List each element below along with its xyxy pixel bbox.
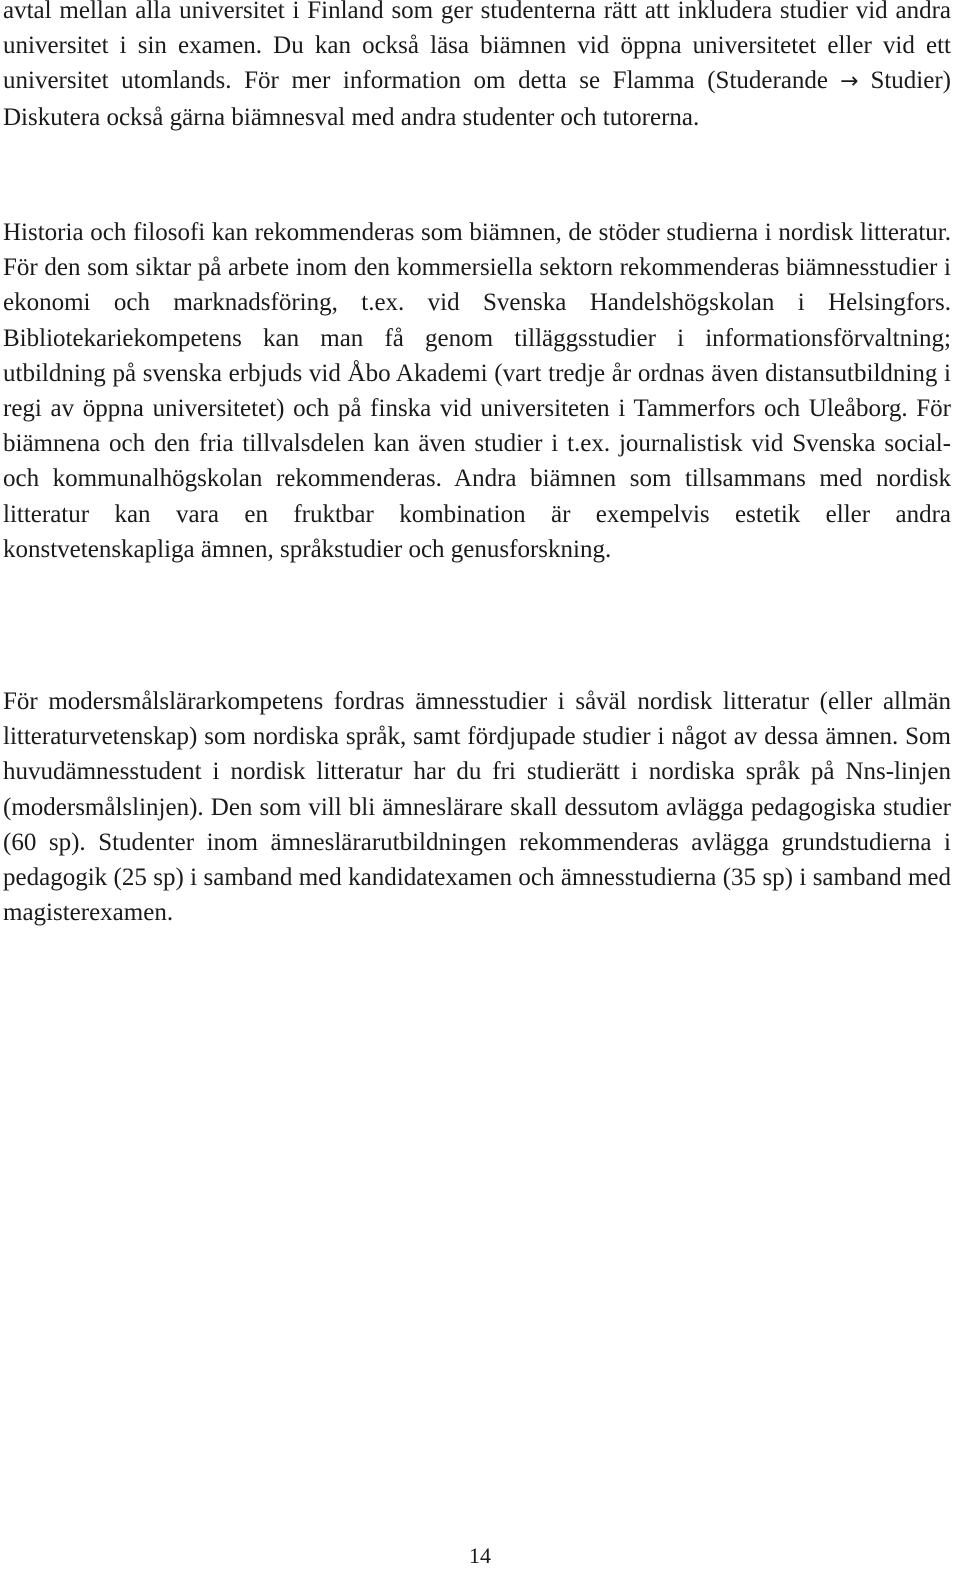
paragraph-1-text-before-arrow: avtal mellan alla universitet i Finland som ger studenterna rätt att inkludera studier vid andra universitet i sin examen. Du kan också läsa biämnen vid öppna universitetet eller vid ett universitet utomlands. För mer information om detta se Flamma (Studerande bbox=[3, 0, 951, 95]
page-number: 14 bbox=[469, 1543, 491, 1568]
right-arrow-icon: → bbox=[840, 69, 859, 95]
paragraph-2: Historia och filosofi kan rekommenderas som biämnen, de stöder studierna i nordisk litteratur. För den som siktar på arbete inom den kommersiella sektorn rekommenderas biämnesstudier i ekonomi och marknadsföring, t.ex. vid Svenska Handelshögskolan i Helsingfors. Bibliotekariekompetens kan man få genom tilläggsstudier i informationsförvaltning; utbildning på svenska erbjuds vid Åbo Akademi (vart tredje år ordnas även distansutbildning i regi av öppna universitetet) och på finska vid universiteten i Tammerfors och Uleåborg. För biämnena och den fria tillvalsdelen kan även studier i t.ex. journalistisk vid Svenska social- och kommunalhögskolan rekommenderas. Andra biämnen som tillsammans med nordisk litteratur kan vara en fruktbar kombination är exempelvis estetik eller andra konstvetenskapliga ämnen, språkstudier och genusforskning. bbox=[3, 219, 951, 563]
paragraph-1-text-after-arrow: Studier) Diskutera också gärna biämnesval med andra studenter och tutorerna. bbox=[3, 67, 951, 131]
paragraph-1 bbox=[3, 0, 951, 135]
paragraph-3: För modersmålslärarkompetens fordras ämnesstudier i såväl nordisk litteratur (eller allmän litteraturvetenskap) som nordiska språk, samt fördjupade studier i något av dessa ämnen. Som huvudämnesstudent i nordisk litteratur har du fri studierätt i nordiska språk på Nns-linjen (modersmålslinjen). Den som vill bli ämneslärare skall dessutom avlägga pedagogiska studier (60 sp). Studenter inom ämneslärarutbildningen rekommenderas avlägga grundstudierna i pedagogik (25 sp) i samband med kandidatexamen och ämnesstudierna (35 sp) i samband med magisterexamen. bbox=[3, 688, 951, 927]
